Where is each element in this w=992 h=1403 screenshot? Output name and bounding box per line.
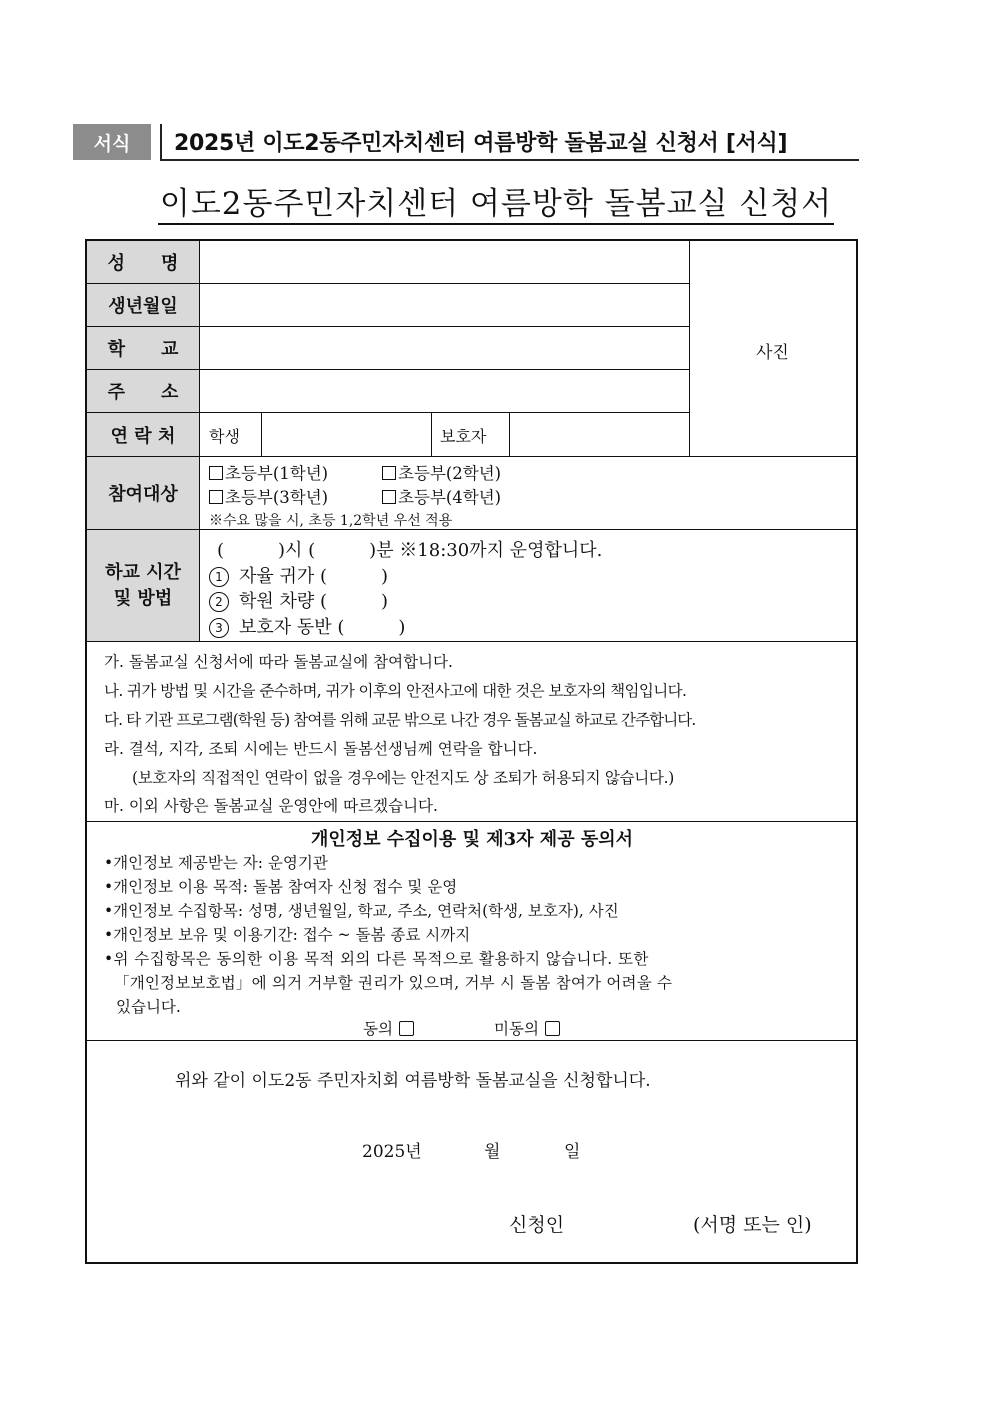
page-title: 이도2동주민자치센터 여름방학 돌봄교실 신청서	[158, 186, 834, 225]
agree-checkbox[interactable]	[399, 1021, 414, 1036]
dismissal-option-3[interactable]	[209, 613, 405, 639]
school-label: 학 교	[87, 327, 199, 369]
disagree-option[interactable]	[494, 1017, 560, 1039]
privacy-item-cont: 「개인정보보호법」에 의거 거부할 권리가 있으며, 거부 시 돌봄 참여가 어려울 수	[114, 974, 673, 992]
rule-item: 마. 이외 사항은 돌봄교실 운영안에 따르겠습니다.	[104, 797, 438, 815]
section-divider	[87, 529, 857, 530]
option-1-text: 자율 귀가 ( )	[239, 566, 389, 587]
grade2-text: 초등부(2학년)	[398, 464, 502, 483]
privacy-item: •개인정보 이용 목적: 돌봄 참여자 신청 접수 및 운영	[104, 878, 458, 896]
rule-item: 라. 결석, 지각, 조퇴 시에는 반드시 돌봄선생님께 연락을 합니다.	[104, 740, 538, 758]
page-title-wrap	[0, 178, 992, 223]
grade3-option[interactable]	[209, 484, 328, 508]
disagree-checkbox[interactable]	[545, 1021, 560, 1036]
row-divider	[87, 369, 690, 370]
form-badge: 서식	[73, 124, 151, 160]
header-divider	[160, 124, 162, 160]
privacy-item: •개인정보 제공받는 자: 운영기관	[104, 854, 328, 872]
dismissal-time[interactable]: ( )시 ( )분 ※18:30까지 운영합니다.	[217, 540, 603, 561]
section-divider	[87, 1040, 857, 1041]
application-statement: 위와 같이 이도2동 주민자치회 여름방학 돌봄교실을 신청합니다.	[175, 1071, 651, 1091]
option-number-3: 3	[209, 618, 229, 638]
rule-item: 가. 돌봄교실 신청서에 따라 돌봄교실에 참여합니다.	[104, 653, 453, 671]
contact-divider	[261, 413, 262, 457]
grade2-checkbox[interactable]	[382, 466, 396, 480]
privacy-item-cont: 있습니다.	[116, 998, 181, 1016]
disagree-label: 미동의	[494, 1020, 539, 1038]
dismissal-option-1[interactable]	[209, 562, 388, 588]
option-2-text: 학원 차량 ( )	[239, 591, 389, 612]
privacy-item: •위 수집항목은 동의한 이용 목적 외의 다른 목적으로 활용하지 않습니다. 또한	[104, 950, 649, 968]
grade1-checkbox[interactable]	[209, 466, 223, 480]
privacy-title: 개인정보 수집이용 및 제3자 제공 동의서	[310, 829, 634, 850]
dismissal-label	[87, 530, 199, 641]
photo-label: 사진	[756, 343, 789, 363]
agree-label: 동의	[363, 1020, 393, 1038]
header-underline	[160, 159, 859, 161]
date-year[interactable]: 2025년	[362, 1142, 422, 1162]
grade1-option[interactable]	[209, 460, 328, 484]
grade2-option[interactable]	[382, 460, 501, 484]
address-input[interactable]	[200, 370, 689, 412]
name-input[interactable]	[200, 241, 689, 283]
section-divider	[87, 641, 857, 642]
grade1-text: 초등부(1학년)	[225, 464, 329, 483]
dismissal-label-line2: 및 방법	[113, 587, 173, 609]
label-column-border	[199, 457, 200, 641]
birthdate-label: 생년월일	[87, 284, 199, 326]
privacy-item: •개인정보 보유 및 이용기간: 접수 ~ 돌봄 종료 시까지	[104, 926, 471, 944]
participation-label: 참여대상	[87, 457, 199, 529]
section-divider	[87, 821, 857, 822]
grade3-checkbox[interactable]	[209, 490, 223, 504]
student-phone-input[interactable]	[262, 414, 431, 456]
rule-item: 다. 타 기관 프로그램(학원 등) 참여를 위해 교문 밖으로 나간 경우 돌봄교실 하교로 간주합니다.	[104, 711, 696, 729]
contact-label: 연 락 처	[87, 413, 199, 456]
option-3-text: 보호자 동반 ( )	[239, 617, 406, 638]
contact-divider	[509, 413, 510, 457]
label-column-border	[199, 241, 200, 457]
signature-label[interactable]: (서명 또는 인)	[693, 1214, 812, 1236]
guardian-phone-input[interactable]	[510, 414, 689, 456]
date-month[interactable]: 월	[484, 1142, 501, 1162]
address-label: 주 소	[87, 370, 199, 412]
participation-note: ※수요 많을 시, 초등 1,2학년 우선 적용	[209, 513, 453, 529]
rule-item: 나. 귀가 방법 및 시간을 준수하며, 귀가 이후의 안전사고에 대한 것은 보호자의 책임입니다.	[104, 682, 687, 700]
photo-column-border	[689, 241, 690, 457]
contact-divider	[431, 413, 432, 457]
agree-option[interactable]	[363, 1017, 414, 1039]
name-label: 성 명	[87, 241, 199, 283]
rule-note: (보호자의 직접적인 연락이 없을 경우에는 안전지도 상 조퇴가 허용되지 않습니다.)	[132, 769, 674, 787]
applicant-label: 신청인	[509, 1214, 565, 1236]
option-number-2: 2	[209, 592, 229, 612]
grade4-option[interactable]	[382, 484, 501, 508]
school-input[interactable]	[200, 327, 689, 369]
date-day[interactable]: 일	[564, 1142, 581, 1162]
contact-guardian-label: 보호자	[440, 427, 487, 446]
dismissal-option-2[interactable]	[209, 587, 388, 613]
row-divider	[87, 326, 690, 327]
option-number-1: 1	[209, 567, 229, 587]
row-divider	[87, 283, 690, 284]
birthdate-input[interactable]	[200, 284, 689, 326]
privacy-item: •개인정보 수집항목: 성명, 생년월일, 학교, 주소, 연락처(학생, 보호자), 사진	[104, 902, 619, 920]
row-divider	[87, 412, 690, 413]
applicant-name-field[interactable]	[585, 1206, 685, 1236]
grade4-text: 초등부(4학년)	[398, 488, 502, 507]
dismissal-label-line1: 하교 시간	[105, 561, 181, 583]
grade4-checkbox[interactable]	[382, 490, 396, 504]
contact-student-label: 학생	[209, 427, 240, 446]
section-divider	[87, 456, 857, 457]
header-title: 2025년 이도2동주민자치센터 여름방학 돌봄교실 신청서 [서식]	[174, 131, 788, 156]
grade3-text: 초등부(3학년)	[225, 488, 329, 507]
